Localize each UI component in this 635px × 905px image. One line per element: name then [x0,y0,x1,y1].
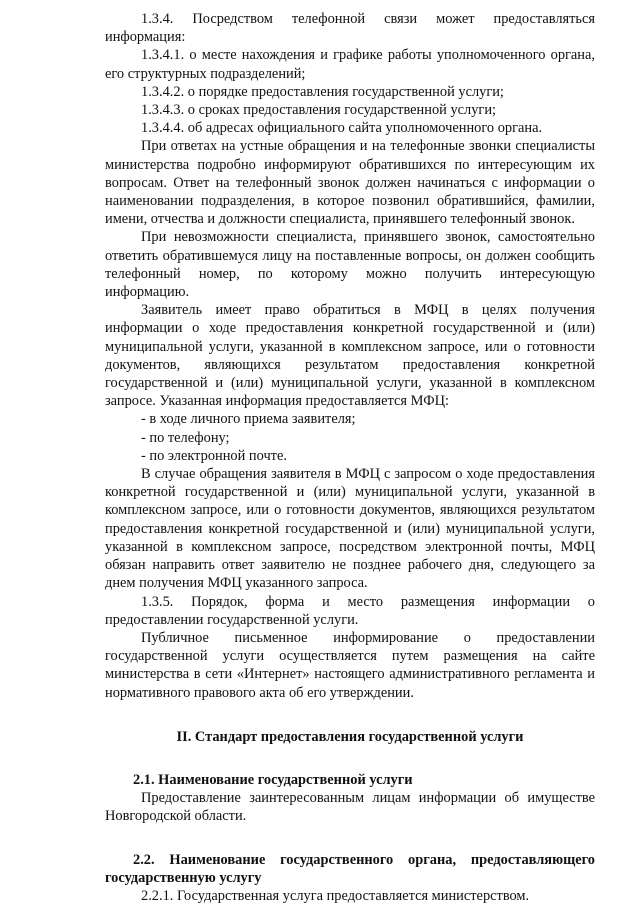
item-1-3-4-3: 1.3.4.3. о сроках предоставления государственной услуги; [141,102,497,119]
subheading-2-2: 2.2. Наименование государственного органа, предоставляющего государственную услугу [105,851,595,886]
paragraph-1-3-5: 1.3.5. Порядок, форма и место размещения информации о предоставлении государственной услуги. [105,593,595,628]
paragraph-1-3-4: 1.3.4. Посредством телефонной связи может предоставляться информация: [105,11,595,46]
item-1-3-4-1: 1.3.4.1. о месте нахождения и графике работы уполномоченного органа, его структурных подразделений; [105,47,595,82]
document-page [105,10,595,905]
section-heading: II. Стандарт предоставления государственной услуги [176,728,524,745]
paragraph-mfc-email: В случае обращения заявителя в МФЦ с запросом о ходе предоставления конкретной государственной и (или) муниципальной услуги, указанной в комплексном запросе, или о готовности документов, являющихся результатом предоставления конкретной государственной и (или) муниципальной услуги, указанной в комплексном запросе, посредством электронной почты, МФЦ обязан направить ответ заявителю не позднее рабочего дня, следующего за днем получения МФЦ указанного запроса. [105,466,595,592]
paragraph-oral-requests: При ответах на устные обращения и на телефонные звонки специалисты министерства подробно информируют обратившихся по интересующим их вопросам. Ответ на телефонный звонок должен начинаться с информации о наименовании подразделения, в которое позвонил обратившийся, фамилии, имени, отчества и должности специалиста, принявшего телефонный звонок. [105,138,595,228]
item-1-3-4-4: 1.3.4.4. об адресах официального сайта уполномоченного органа. [141,120,543,137]
subheading-2-1: 2.1. Наименование государственной услуги [133,771,413,788]
paragraph-2-2-1: 2.2.1. Государственная услуга предоставляется министерством. [141,887,530,904]
list-item-phone: - по телефону; [141,429,230,446]
list-item-email: - по электронной почте. [141,447,287,464]
paragraph-public-info: Публичное письменное информирование о предоставлении государственной услуги осуществляется путем размещения на сайте министерства в сети «Интернет» настоящего административного регламента и нормативного правового акта об его утверждении. [105,629,595,701]
list-item-personal: - в ходе личного приема заявителя; [141,411,356,428]
paragraph-service-name: Предоставление заинтересованным лицам информации об имуществе Новгородской области. [105,790,595,825]
paragraph-impossibility: При невозможности специалиста, принявшего звонок, самостоятельно ответить обратившемуся лицу на поставленные вопросы, он должен сообщить телефонный номер, по которому можно получить интересующую информацию. [105,229,595,301]
paragraph-mfc-right: Заявитель имеет право обратиться в МФЦ в целях получения информации о ходе предоставления конкретной государственной и (или) муниципальной услуги, указанной в комплексном запросе, или о готовности документов, являющихся результатом предоставления конкретной государственной и (или) муниципальной услуги, указанной в комплексном запросе. Указанная информация предоставляется МФЦ: [105,302,595,410]
item-1-3-4-2: 1.3.4.2. о порядке предоставления государственной услуги; [141,83,504,100]
